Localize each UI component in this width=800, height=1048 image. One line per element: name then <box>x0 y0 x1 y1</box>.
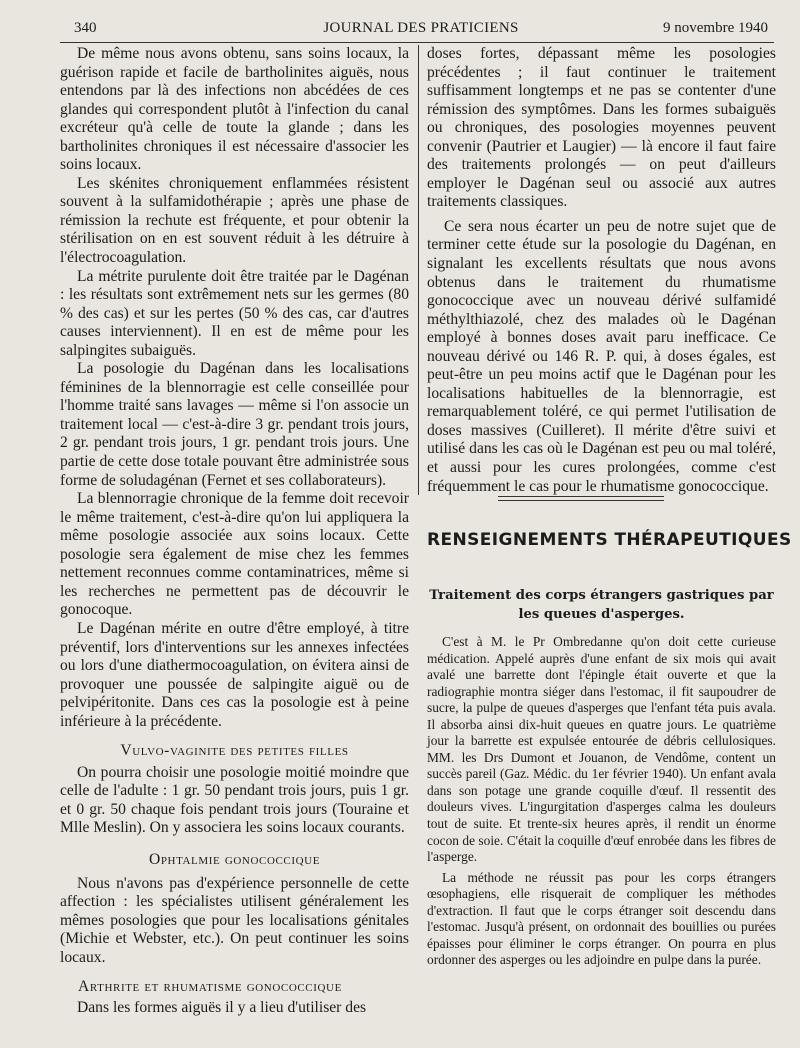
issue-date: 9 novembre 1940 <box>663 20 768 36</box>
subheading: Arthrite et rhumatisme gonococcique <box>78 978 342 996</box>
paragraph: La méthode ne réussit pas pour les corps étrangers œsophagiens, elle risquerait de compliquer les méthodes d'extraction. Il faut que le corps étranger soit descendu dans l'estomac. Jusqu'à présent, on ordonnait des bouillies ou purées épaisses pour éliminer le corps étranger. On pourra en plus ordonner des asperges ou les adjoindre en pulpe dans la purée. <box>427 869 776 968</box>
paragraph: Dans les formes aiguës il y a lieu d'utiliser des <box>77 998 367 1016</box>
article-body <box>427 634 776 969</box>
paragraph: C'est à M. le Pr Ombredanne qu'on doit cette curieuse médication. Appelé auprès d'une enfant de six mois qui avait avalé une barrette dont l'épingle était ouverte et que la radiographie montra siéger dans l'estomac, il fit saupoudrer de sucre, la pulpe de queues d'asperges que l'enfant téta puis avala. Il absorba ainsi dix-huit queues en quatre jours. Le quatrième jour la barrette est expulsée entourée de débris cellulosiques. MM. les Drs Dumont et Jouanon, de Vendôme, content un succès pareil (Gaz. Médic. du 1er février 1940). Un enfant avala dans son potage une grande coquille d'œuf. Il ressentit des douleurs vives. L'ingurgitation d'asperges calma les douleurs tout de suite. Et trente-six heures après, il rendit un énorme cocon de soie. C'était la coquille d'œuf enrobée dans les fibres de l'asperge. <box>427 634 776 865</box>
paragraph: doses fortes, dépassant même les posologies précédentes ; il faut continuer le traitement suffisamment longtemps et ne pas se contenter d'une rémission des symptômes. Dans les formes subaiguës ou chroniques, des posologies moyennes peuvent convenir (Pautrier et Laugier) — là encore il faut faire des traitements prolongés — on peut d'ailleurs employer le Dagénan seul ou associé aux autres traitements classiques. <box>427 45 776 211</box>
paragraph: De même nous avons obtenu, sans soins locaux, la guérison rapide et facile de bartholinites aiguës, nous entendons par là des infections non abcédées de ces glandes qui correspondent plutôt à l'infection du canal excréteur qu'à celle de toute la glande ; dans les bartholinites chroniques il est nécessaire d'associer les soins locaux. <box>60 45 409 174</box>
paragraph: Nous n'avons pas d'expérience personnelle de cette affection : les spécialistes utilisent généralement les mêmes posologies que pour les localisations génitales (Michie et Webster, etc.). On peut continuer les soins locaux. <box>60 874 409 966</box>
paragraph: On pourra choisir une posologie moitié moindre que celle de l'adulte : 1 gr. 50 pendant trois jours, puis 1 gr. et 0 gr. 50 chaque fois pendant trois jours (Touraine et Mlle Meslin). On y associera les soins locaux courants. <box>60 763 409 837</box>
right-column-top <box>427 45 776 496</box>
page-number: 340 <box>74 20 97 36</box>
column-divider <box>418 45 419 495</box>
paragraph: La blennorragie chronique de la femme doit recevoir le même traitement, c'est-à-dire qu'on lui appliquera la même posologie associée aux soins locaux. Cette posologie sera également de mise chez les femmes nettement reconnues comme contaminatrices, même si les recherches ne permettent pas de découvrir le gonocoque. <box>60 490 409 619</box>
paragraph: Ce sera nous écarter un peu de notre sujet que de terminer cette étude sur la posologie du Dagénan, en signalant les excellents résultats que nous avons obtenus dans le traitement du rhumatisme gonococcique avec un nouveau dérivé sulfamidé méthylthiazolé, chez des malades où le Dagénan employé à bonnes doses avait paru inefficace. Ce nouveau dérivé ou 146 R. P. qui, à doses égales, est peut-être un peu moins actif que le Dagénan pour les localisations habituelles de la blennorragie, est remarquablement toléré, ce qui permet l'utilisation de doses massives (Cuilleret). Il mérite d'être suivi et utilisé dans les cas où le Dagénan est peu ou mal toléré, et aussi pour les cures prolongées, comme c'est fréquemment le cas pour le rhumatisme gonococcique. <box>427 217 776 495</box>
subheading: Vulvo-vaginite des petites filles <box>120 742 349 760</box>
paragraph: La posologie du Dagénan dans les localisations féminines de la blennorragie est celle conseillée pour l'homme traité sans lavages — même si l'on associe un traitement local — c'est-à-dire 3 gr. pendant trois jours, 2 gr. pendant trois jours, 1 gr. pendant trois jours. Une partie de cette dose totale pouvant être administrée sous forme de soludagénan (Fernet et ses collaborateurs). <box>60 360 409 489</box>
header-rule <box>60 42 774 43</box>
subheading: Ophtalmie gonococcique <box>148 850 321 868</box>
article-title: Traitement des corps étrangers gastriques par les queues d'asperges. <box>429 588 774 622</box>
paragraph: Les skénites chroniquement enflammées résistent souvent à la sulfamidothérapie ; après une phase de rémission la rechute est fréquente, et pour obtenir la stérilisation on en est souvent réduit à les détruire à l'électrocoagulation. <box>60 174 409 267</box>
left-column <box>60 45 409 1017</box>
paragraph: La métrite purulente doit être traitée par le Dagénan : les résultats sont extrêmement nets sur les germes (80 % des cas) et sur les pertes (50 % des cas, car d'autres causes interviennent). Il en est de même pour les salpingites subaiguës. <box>60 267 409 359</box>
journal-title: JOURNAL DES PRATICIENS <box>323 20 519 36</box>
section-double-rule <box>498 496 664 501</box>
running-header <box>60 20 782 44</box>
paragraph: Le Dagénan mérite en outre d'être employé, à titre préventif, lors d'interventions sur les annexes infectées ou lors d'une diathermocoagulation, on évitera ainsi de provoquer une poussée de salpingite aiguë ou de pelvipéritonite. Dans ces cas la posologie est à peine inférieure à la précédente. <box>60 619 409 730</box>
section-heading: RENSEIGNEMENTS THÉRAPEUTIQUES <box>427 530 792 550</box>
